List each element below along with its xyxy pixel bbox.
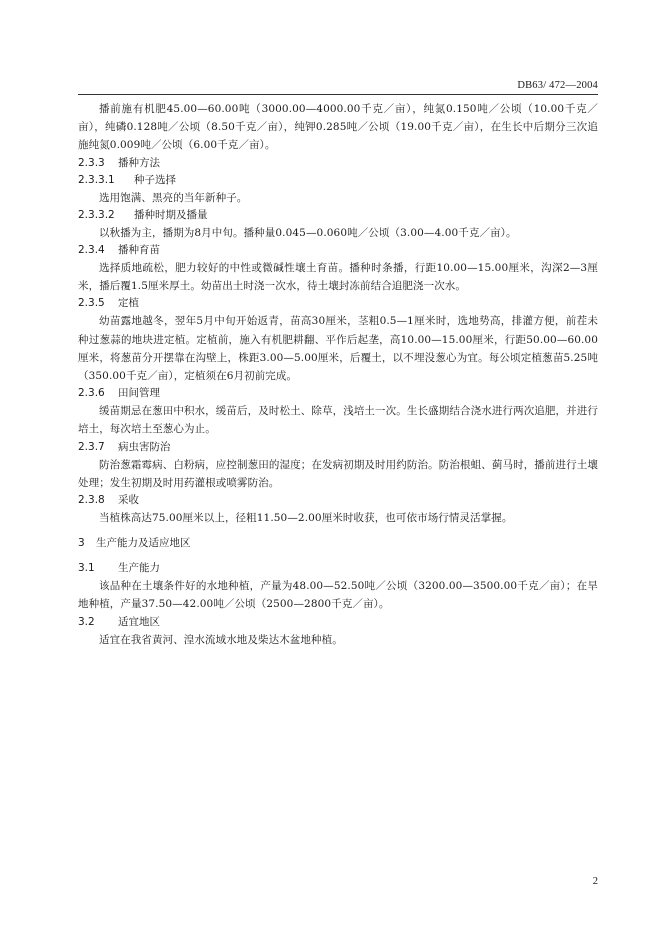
paragraph: 适宜在我省黄河、湟水流域水地及柴达木盆地种植。 (99, 633, 343, 646)
section-title: 定植 (118, 297, 139, 310)
section-title: 适宜地区 (118, 615, 160, 628)
section-heading-h2 (78, 492, 598, 509)
paragraph: 播前施有机肥45.00—60.00吨（3000.00—4000.00千克／亩），纯氮0.150吨／公顷（10.00千克／亩），纯磷0.128吨／公顷（8.50千克／亩），纯钾0.285吨／公顷（19.00千克／亩），在生长中后期分三次追施纯氮0.009吨／公顷（6.00千克／亩）。 (78, 103, 598, 152)
paragraph: 防治葱霜霉病、白粉病，应控制葱田的湿度；在发病初期及时用约防治。防治根蛆、蓟马时，播前进行土壤处理；发生初期及时用药灌根或喷雾防治。 (78, 458, 598, 489)
section-title: 种子选择 (134, 173, 176, 186)
paragraph: 以秋播为主，播期为8月中旬。播种量0.045—0.060吨／公顷（3.00—4.00千克／亩）。 (99, 226, 517, 239)
paragraph: 选用饱满、黑亮的当年新种子。 (99, 191, 248, 204)
section-number: 3 (78, 537, 85, 550)
section-number: 2.3.3 (78, 156, 105, 169)
section-title: 生产能力 (118, 562, 160, 575)
section-heading-h2 (78, 155, 598, 172)
section-number: 3.2 (78, 615, 95, 628)
section-title: 播种育苗 (118, 244, 160, 257)
section-number: 2.3.3.2 (78, 208, 115, 221)
page-number: 2 (592, 876, 598, 887)
paragraph: 幼苗露地越冬，翌年5月中旬开始返青，苗高30厘米，茎粗0.5—1厘米时，选地势高，排灌方便，前茬未种过葱蒜的地块进定植。定植前，施入有机肥耕翻、平作后起垄，高10.00—15.00厘米，行距50.00—60.00厘米，将葱苗分开摆靠在沟壁上，株距3.00—5.00厘米，后覆土，以不埋没葱心为宜。每公顷定植葱苗5.25吨（350.00千克／亩），定植须在6月初前完成。 (78, 315, 598, 383)
section-heading-h2 (78, 295, 598, 312)
paragraph: 该品种在土壤条件好的水地种植，产量为48.00—52.50吨／公顷（3200.00—3500.00千克／亩）；在旱地种植，产量37.50—42.00吨／公顷（2500—2800千克／亩）。 (78, 580, 598, 611)
section-number: 2.3.6 (78, 387, 105, 400)
paragraph: 缓苗期忌在葱田中积水，缓苗后，及时松土、除草，浅培土一次。生长盛期结合浇水进行两次追肥，并进行培土，每次培土至葱心为止。 (78, 405, 598, 436)
section-title: 播种时期及播量 (134, 208, 208, 221)
section-number: 2.3.5 (78, 297, 105, 310)
section-title: 生产能力及适应地区 (96, 537, 191, 550)
section-number: 2.3.4 (78, 244, 105, 257)
section-heading-h3 (78, 172, 598, 189)
section-title: 播种方法 (118, 156, 160, 169)
section-number: 2.3.8 (78, 494, 105, 507)
section-number: 3.1 (78, 562, 95, 575)
section-heading-h3 (78, 207, 598, 224)
section-heading-h2 (78, 614, 598, 631)
section-heading-h2 (78, 242, 598, 259)
paragraph: 选择质地疏松，肥力较好的中性或微碱性壤土育苗。播种时条播，行距10.00—15.00厘米，沟深2—3厘米，播后覆1.5厘米厚土。幼苗出土时浇一次水，待土壤封冻前结合追肥浇一次水。 (78, 262, 598, 293)
section-number: 2.3.7 (78, 440, 105, 453)
section-heading-h2 (78, 439, 598, 456)
section-title: 采收 (118, 494, 139, 507)
document-body (78, 100, 598, 649)
section-heading-h2 (78, 385, 598, 402)
section-title: 田间管理 (118, 387, 160, 400)
paragraph: 当植株高达75.00厘米以上，径粗11.50—2.00厘米时收获，也可依市场行情灵活掌握。 (99, 512, 513, 525)
section-title: 病虫害防治 (118, 440, 171, 453)
header-divider (78, 94, 598, 95)
section-number: 2.3.3.1 (78, 173, 115, 186)
section-heading-h1 (78, 535, 598, 552)
section-heading-h2 (78, 560, 598, 577)
standard-code: DB63/ 472—2004 (517, 80, 598, 91)
